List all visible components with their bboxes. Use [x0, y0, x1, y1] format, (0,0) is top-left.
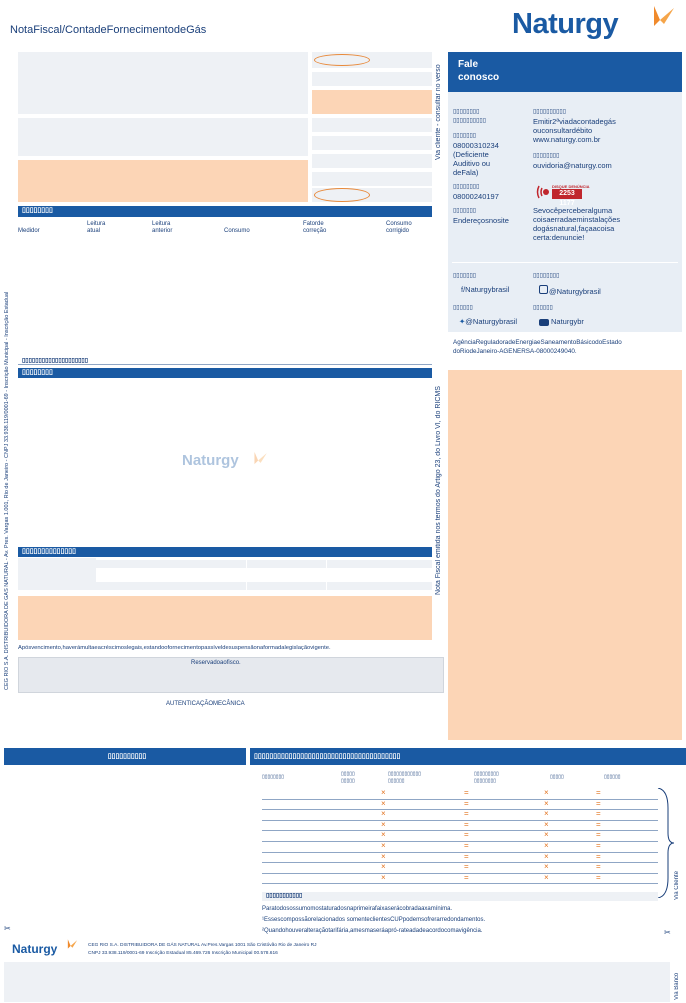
- col-consumo: Consumo: [224, 228, 250, 234]
- facebook-icon: f: [461, 285, 464, 294]
- due-amount-box: [18, 160, 308, 202]
- footer-logo: Naturgy: [12, 940, 82, 958]
- footer-line1: CEG RIO S.A. DISTRIBUIDORA DE GÁS NATURAL Av.Pres.Vargas 1001 São Cristóvão Rio de Janeiro RJ: [88, 943, 317, 948]
- highlight-oval: [314, 188, 370, 202]
- multiply-sign: ×: [381, 862, 386, 872]
- equals-sign: =: [596, 862, 601, 872]
- multiply-sign: ×: [544, 851, 549, 861]
- equals-sign: =: [464, 851, 469, 861]
- instagram-icon: [539, 285, 548, 294]
- tariff-col-3: ▯▯▯▯▯▯▯▯▯ ▯▯▯▯▯▯▯▯: [474, 771, 499, 784]
- divider: [452, 262, 678, 263]
- equals-sign: =: [464, 872, 469, 882]
- via-cliente-label: Via cliente - consultar no verso: [435, 64, 442, 160]
- taxes-label-box: [18, 558, 96, 590]
- multiply-sign: ×: [544, 862, 549, 872]
- field-box: [312, 136, 432, 150]
- col-fator-correcao: Fatorde correção: [303, 221, 327, 234]
- tariff-col-5: ▯▯▯▯▯▯: [604, 774, 621, 780]
- tariff-row: [262, 873, 658, 885]
- multiply-sign: ×: [544, 809, 549, 819]
- disque-denuncia-badge: DISQUE DENÚNCIA 2253 1177: [536, 182, 586, 204]
- col-medidor: Medidor: [18, 228, 40, 234]
- contact-phone-block: ▯▯▯▯▯▯▯▯ ▯▯▯▯▯▯▯▯▯▯ ▯▯▯▯▯▯▯ 08000310234 (Deficiente Auditivo ou deFala) ▯▯▯▯▯▯▯▯ 08000240197 ▯▯▯▯▯▯▯ Endereçosnosite: [453, 109, 509, 225]
- field-box: [312, 172, 432, 186]
- tariff-left-header: ▯▯▯▯▯▯▯▯▯▯: [4, 748, 246, 765]
- multiply-sign: ×: [381, 841, 386, 850]
- notice-box: [18, 596, 432, 640]
- multiply-sign: ×: [381, 798, 386, 808]
- equals-sign: =: [596, 788, 601, 797]
- multiply-sign: ×: [381, 851, 386, 861]
- agency-info: AgênciaReguladoradeEnergiaeSaneamentoBásicodoEstado doRiodeJaneiro-AGENERSA-08000249040.: [453, 339, 622, 355]
- tariff-right-header: ▯▯▯▯▯▯▯▯▯▯▯▯▯▯▯▯▯▯▯▯▯▯▯▯▯▯▯▯▯▯▯▯▯▯▯▯▯▯: [250, 748, 686, 765]
- messages-header: ▯▯▯▯▯▯▯▯: [18, 368, 432, 378]
- equals-sign: =: [596, 798, 601, 808]
- twitter-icon: ✦: [459, 317, 466, 326]
- total-box: [312, 90, 432, 114]
- highlight-oval: [314, 54, 370, 66]
- divider: [246, 558, 247, 590]
- tariff-col-1: ▯▯▯▯▯ ▯▯▯▯▯: [341, 771, 355, 784]
- multiply-sign: ×: [381, 872, 386, 882]
- col-leitura-anterior: Leitura anterior: [152, 221, 173, 234]
- side-info-panel: [448, 370, 682, 740]
- equals-sign: =: [596, 809, 601, 819]
- denuncie-text: Sevocêperceberalguma coisaerradaeminstalações dogásnatural,façaacoisa certa:denuncie!: [533, 206, 621, 242]
- tariff-col-0: ▯▯▯▯▯▯▯▯: [262, 774, 285, 780]
- equals-sign: =: [596, 830, 601, 840]
- field-box: [312, 118, 432, 132]
- taxes-header: ▯▯▯▯▯▯▯▯▯▯▯▯▯▯: [18, 547, 432, 557]
- multiply-sign: ×: [544, 872, 549, 882]
- social-twitter[interactable]: ▯▯▯▯▯▯ ✦@Naturgybrasil: [453, 305, 518, 326]
- multiply-sign: ×: [544, 830, 549, 840]
- field-box: [312, 154, 432, 168]
- contact-header: Fale conosco: [448, 52, 682, 92]
- equals-sign: =: [464, 798, 469, 808]
- equals-sign: =: [596, 851, 601, 861]
- address-box: [18, 118, 308, 156]
- consumption-header: ▯▯▯▯▯▯▯▯: [18, 206, 432, 217]
- via-cliente-bottom: Via Cliente: [674, 871, 680, 900]
- equals-sign: =: [596, 819, 601, 829]
- tariff-col-4: ▯▯▯▯▯: [550, 774, 564, 780]
- scissors-icon: ✂: [664, 928, 671, 937]
- company-legal-margin: CEG RIO S.A. DISTRIBUIDORA DE GÁS NATURAL - Av. Pres. Vargas 1.001, Rio de Janeiro - CNPJ 33.938.119/0001-69 - Inscrição Municipal - Inscrição Estadual: [4, 291, 10, 690]
- via-banco: Via Banco: [674, 972, 680, 1000]
- payment-slip-box: [4, 962, 670, 1002]
- page-title: NotaFiscal/ContadeFornecimentodeGás: [10, 24, 207, 36]
- tariff-rows: [262, 788, 658, 890]
- tariff-col-2: ▯▯▯▯▯▯▯▯▯▯▯▯ ▯▯▯▯▯▯: [388, 771, 422, 784]
- tariff-brace: [656, 788, 676, 898]
- equals-sign: =: [596, 841, 601, 850]
- tariff-footer: ▯▯▯▯▯▯▯▯▯▯▯: [262, 892, 658, 901]
- taxes-row: [96, 560, 432, 568]
- scissors-icon: ✂: [4, 924, 11, 933]
- col-leitura-atual: Leitura atual: [87, 221, 106, 234]
- customer-info-box: [18, 52, 308, 114]
- social-youtube[interactable]: ▯▯▯▯▯▯ Naturgybr: [533, 305, 584, 326]
- footer-line2: CNPJ 33.938.119/0001-69 Inscrição Estadual 85.469.726 Inscrição Municipal 00.578.616: [88, 951, 278, 956]
- naturgy-logo: Naturgy: [512, 4, 684, 44]
- tariff-notes: Paratodosossumomostaturadosnaprimeirafaixaserácobradaaxamínima. ¹Essescompossãorelacionados somenteclientesCUPpodemsofrerarredondamentos. ²Quandohouveralteraçãotarifária,amesmaseráapró-rateadadeacordocomavigência.: [262, 906, 486, 934]
- multiply-sign: ×: [381, 819, 386, 829]
- reserved-fisco-box: Reservadoaofisco.: [18, 657, 444, 693]
- divider: [326, 558, 327, 590]
- multiply-sign: ×: [544, 788, 549, 797]
- multiply-sign: ×: [544, 841, 549, 850]
- multiply-sign: ×: [544, 819, 549, 829]
- history-header: ▯▯▯▯▯▯▯▯▯▯▯▯▯▯▯▯▯▯▯▯: [18, 356, 432, 365]
- equals-sign: =: [464, 862, 469, 872]
- late-payment-notice: Apósvencimento,haverámultaeacréscimoslegais,estandoofornecimentopassíveldesuspensãonaformadalegislaçãovigente.: [18, 645, 331, 651]
- multiply-sign: ×: [381, 809, 386, 819]
- equals-sign: =: [596, 872, 601, 882]
- social-instagram[interactable]: ▯▯▯▯▯▯▯▯ @Naturgybrasil: [533, 273, 601, 296]
- contact-online-block: ▯▯▯▯▯▯▯▯▯▯ Emitir2ªviadacontadegás ouconsultardébito www.naturgy.com.br ▯▯▯▯▯▯▯▯ ouvidoria@naturgy.com: [533, 109, 616, 170]
- social-facebook[interactable]: ▯▯▯▯▯▯▯ f/Naturgybrasil: [453, 273, 510, 294]
- nota-fiscal-note: Nota Fiscal emitida nos termos do Artigo 23, do Livro VI, do RICMS: [435, 386, 442, 595]
- equals-sign: =: [464, 819, 469, 829]
- equals-sign: =: [464, 830, 469, 840]
- multiply-sign: ×: [381, 788, 386, 797]
- equals-sign: =: [464, 841, 469, 850]
- taxes-row: [96, 582, 432, 590]
- multiply-sign: ×: [381, 830, 386, 840]
- col-consumo-corrigido: Consumo corrigido: [386, 221, 412, 234]
- naturgy-watermark: Naturgy: [182, 452, 282, 472]
- phone-signal-icon: [536, 184, 550, 200]
- equals-sign: =: [464, 788, 469, 797]
- equals-sign: =: [464, 809, 469, 819]
- multiply-sign: ×: [544, 798, 549, 808]
- youtube-icon: [539, 319, 549, 326]
- field-box: [312, 72, 432, 86]
- autentication-mecanica: AUTENTICAÇÃOMECÂNICA: [166, 701, 245, 707]
